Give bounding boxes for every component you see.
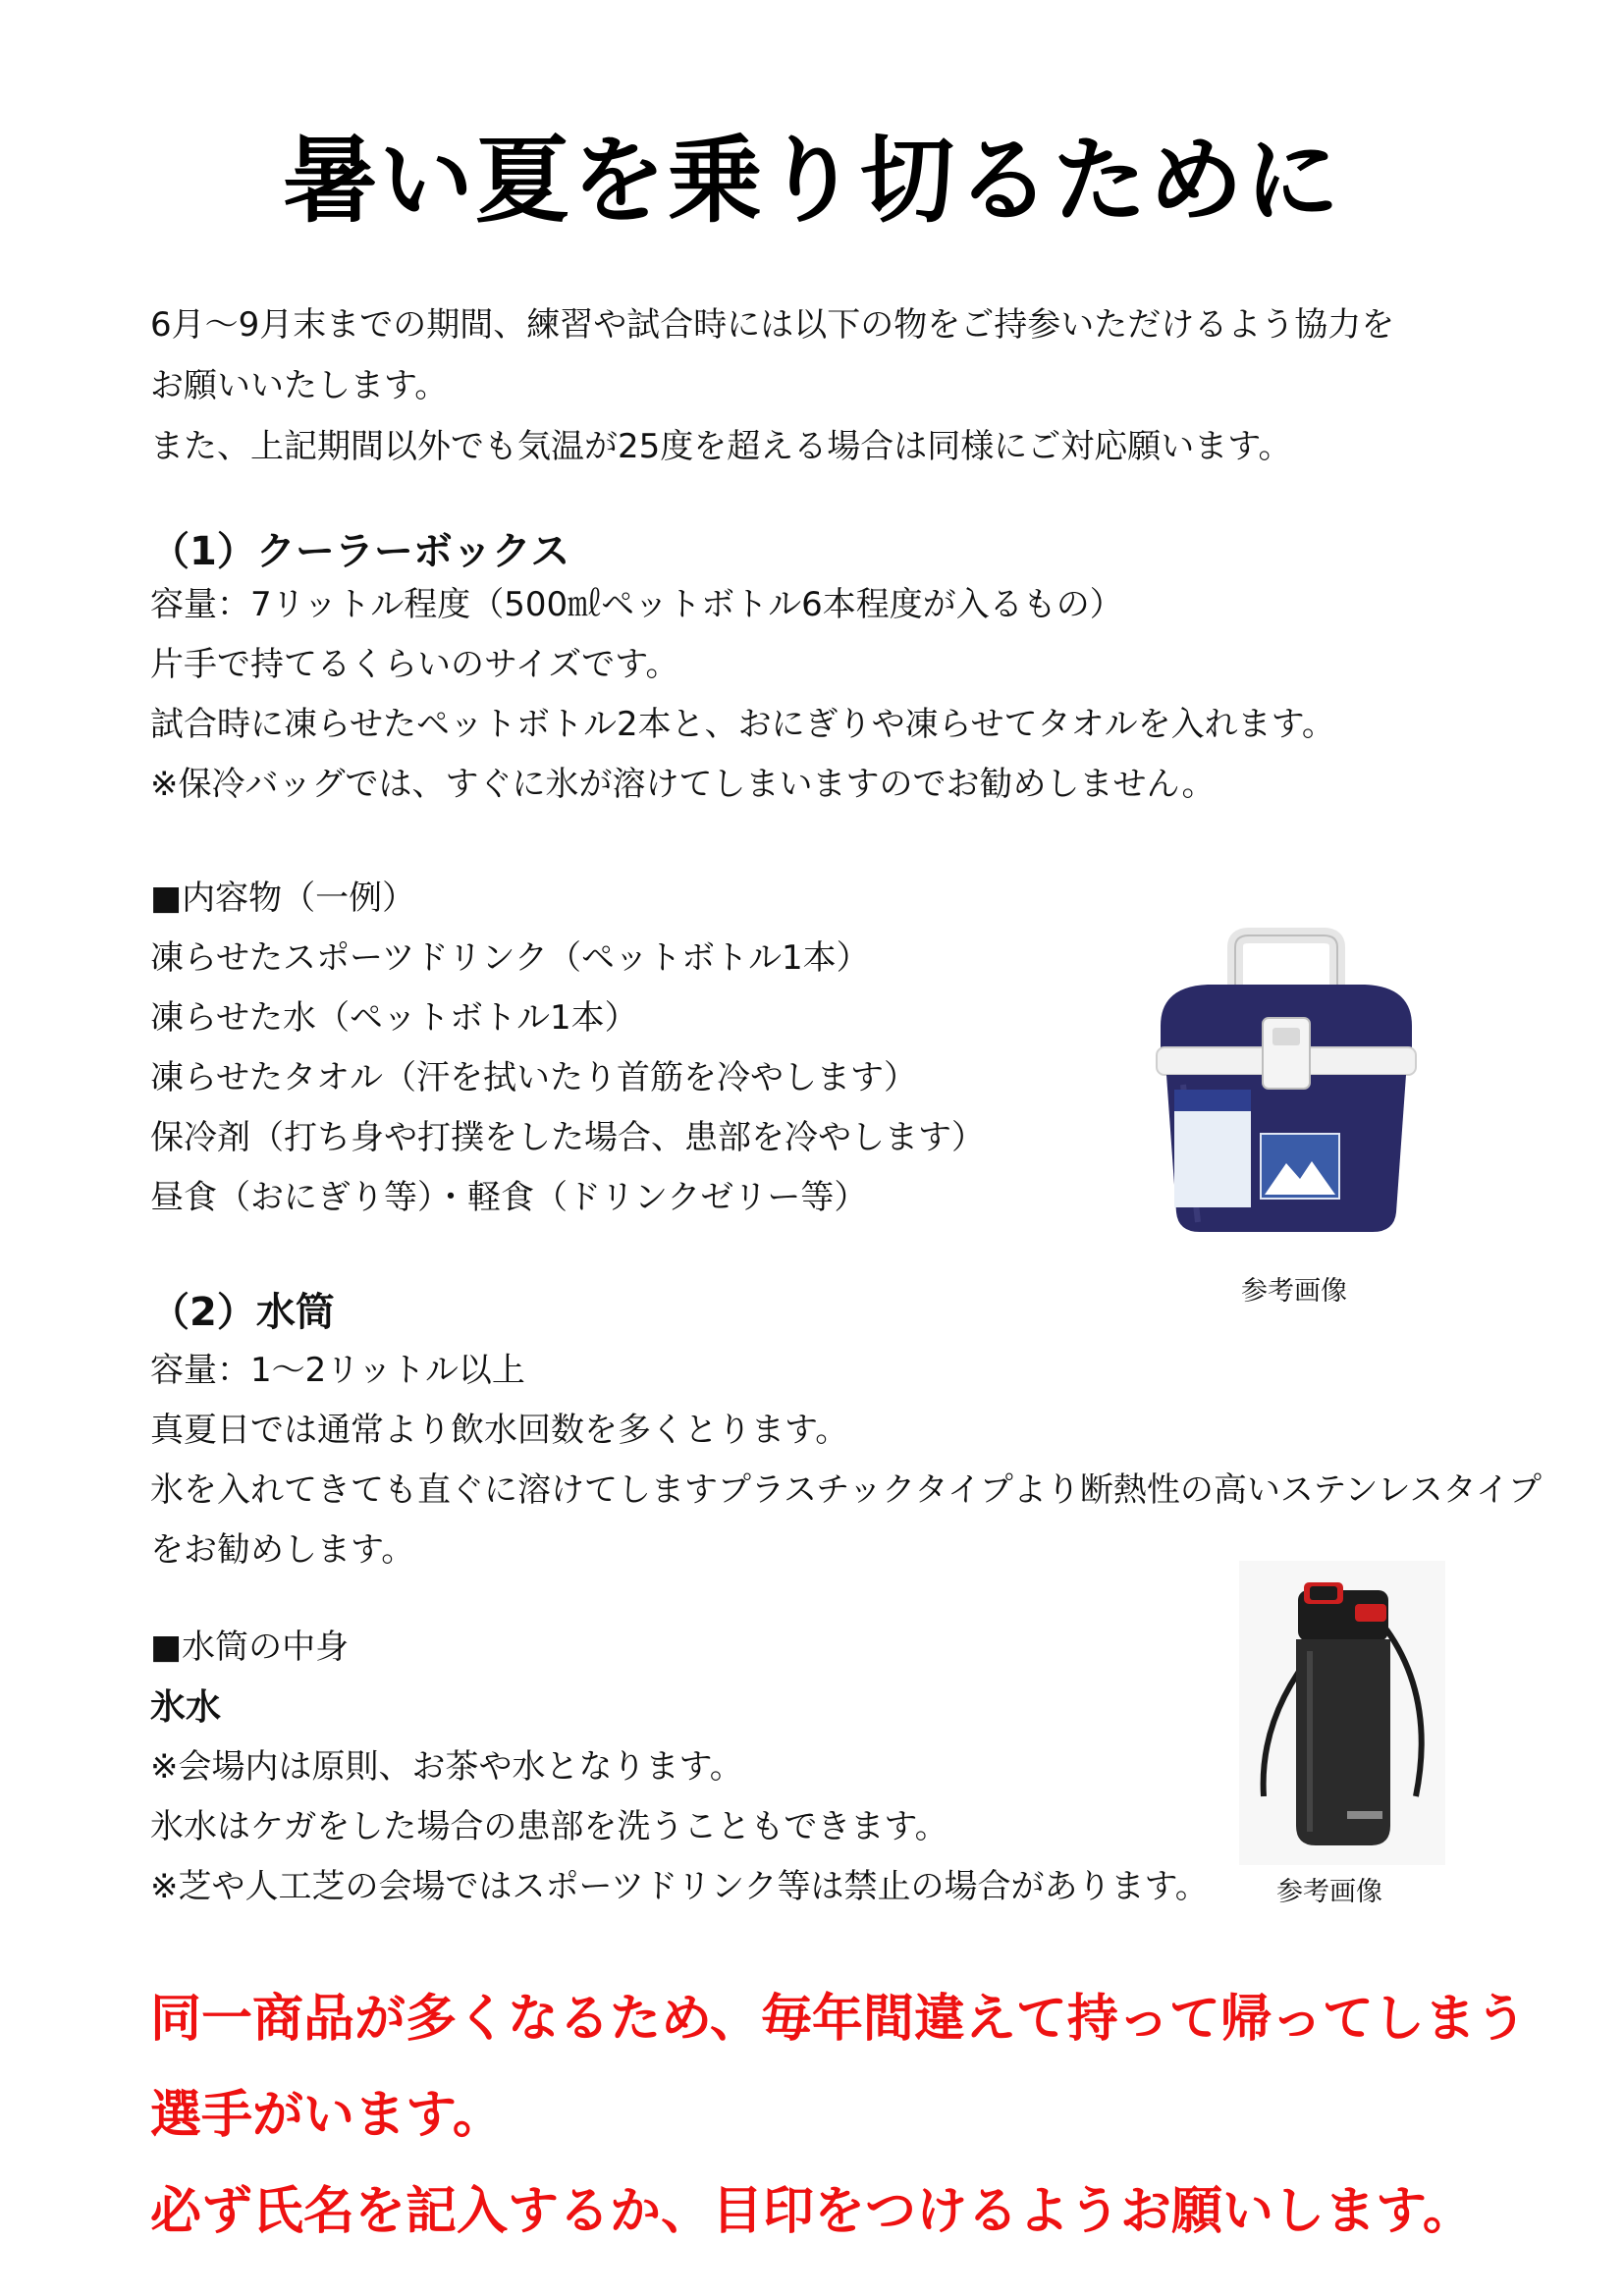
cooler-section-heading: （1）クーラーボックス [150, 529, 570, 574]
water-bottle-image [1239, 1561, 1445, 1865]
list-item: ※会場内は原則、お茶や水となります。 [150, 1747, 743, 1787]
list-item: ※芝や人工芝の会場ではスポーツドリンク等は禁止の場合があります。 [150, 1867, 1209, 1906]
cooler-description [150, 575, 1335, 815]
intro-line: お願いいたします。 [150, 366, 449, 405]
page-title: 暑い夏を乗り切るために [283, 126, 1341, 236]
list-item: 保冷剤（打ち身や打撲をした場合、患部を冷やします） [150, 1118, 985, 1157]
intro-line: 6月～9月末までの期間、練習や試合時には以下の物をご持参いただけるよう協力を [150, 305, 1395, 345]
list-item: 氷水はケガをした場合の患部を洗うこともできます。 [150, 1807, 948, 1846]
cooler-contents-heading: ■内容物（一例） [150, 879, 416, 918]
bottle-description [150, 1341, 1542, 1580]
bottle-line: 容量：1～2リットル以上 [150, 1351, 525, 1390]
bottle-contents-list [150, 1618, 1209, 1917]
notice-line: 選手がいます。 [150, 2086, 504, 2145]
cooler-line: 片手で持てるくらいのサイズです。 [150, 645, 679, 684]
list-item: 凍らせたスポーツドリンク（ペットボトル1本） [150, 938, 870, 978]
cooler-box-image [1139, 928, 1434, 1242]
bottle-contents-heading: ■水筒の中身 [150, 1628, 350, 1667]
notice-line: 必ず氏名を記入するか、目印をつけるようお願いします。 [150, 2182, 1474, 2241]
list-item: 凍らせたタオル（汗を拭いたり首筋を冷やします） [150, 1058, 917, 1097]
bottle-image-caption: 参考画像 [1276, 1877, 1382, 1907]
list-item: 昼食（おにぎり等）・軽食（ドリンクゼリー等） [150, 1178, 868, 1217]
cooler-line: 試合時に凍らせたペットボトル2本と、おにぎりや凍らせてタオルを入れます。 [150, 705, 1335, 744]
cooler-contents-list [150, 869, 985, 1228]
important-notice [150, 1971, 1527, 2260]
bottle-line: 氷を入れてきても直ぐに溶けてしますプラスチックタイプより断熱性の高いステンレスタイプ [150, 1470, 1542, 1510]
bottle-line: 真夏日では通常より飲水回数を多くとります。 [150, 1411, 849, 1450]
list-item: 凍らせた水（ペットボトル1本） [150, 998, 638, 1038]
intro-line: また、上記期間以外でも気温が25度を超える場合は同様にご対応願います。 [150, 427, 1292, 466]
bottle-section-heading: （2）水筒 [150, 1290, 335, 1335]
cooler-image-caption: 参考画像 [1241, 1276, 1347, 1307]
bottle-line: をお勧めします。 [150, 1530, 415, 1570]
notice-line: 同一商品が多くなるため、毎年間違えて持って帰ってしまう [150, 1990, 1527, 2049]
bottle-contents-main: 氷水 [150, 1687, 222, 1728]
cooler-line: 容量：7リットル程度（500㎖ペットボトル6本程度が入るもの） [150, 585, 1123, 624]
intro-paragraph [150, 294, 1486, 477]
cooler-line: ※保冷バッグでは、すぐに氷が溶けてしまいますのでお勧めしません。 [150, 765, 1216, 804]
